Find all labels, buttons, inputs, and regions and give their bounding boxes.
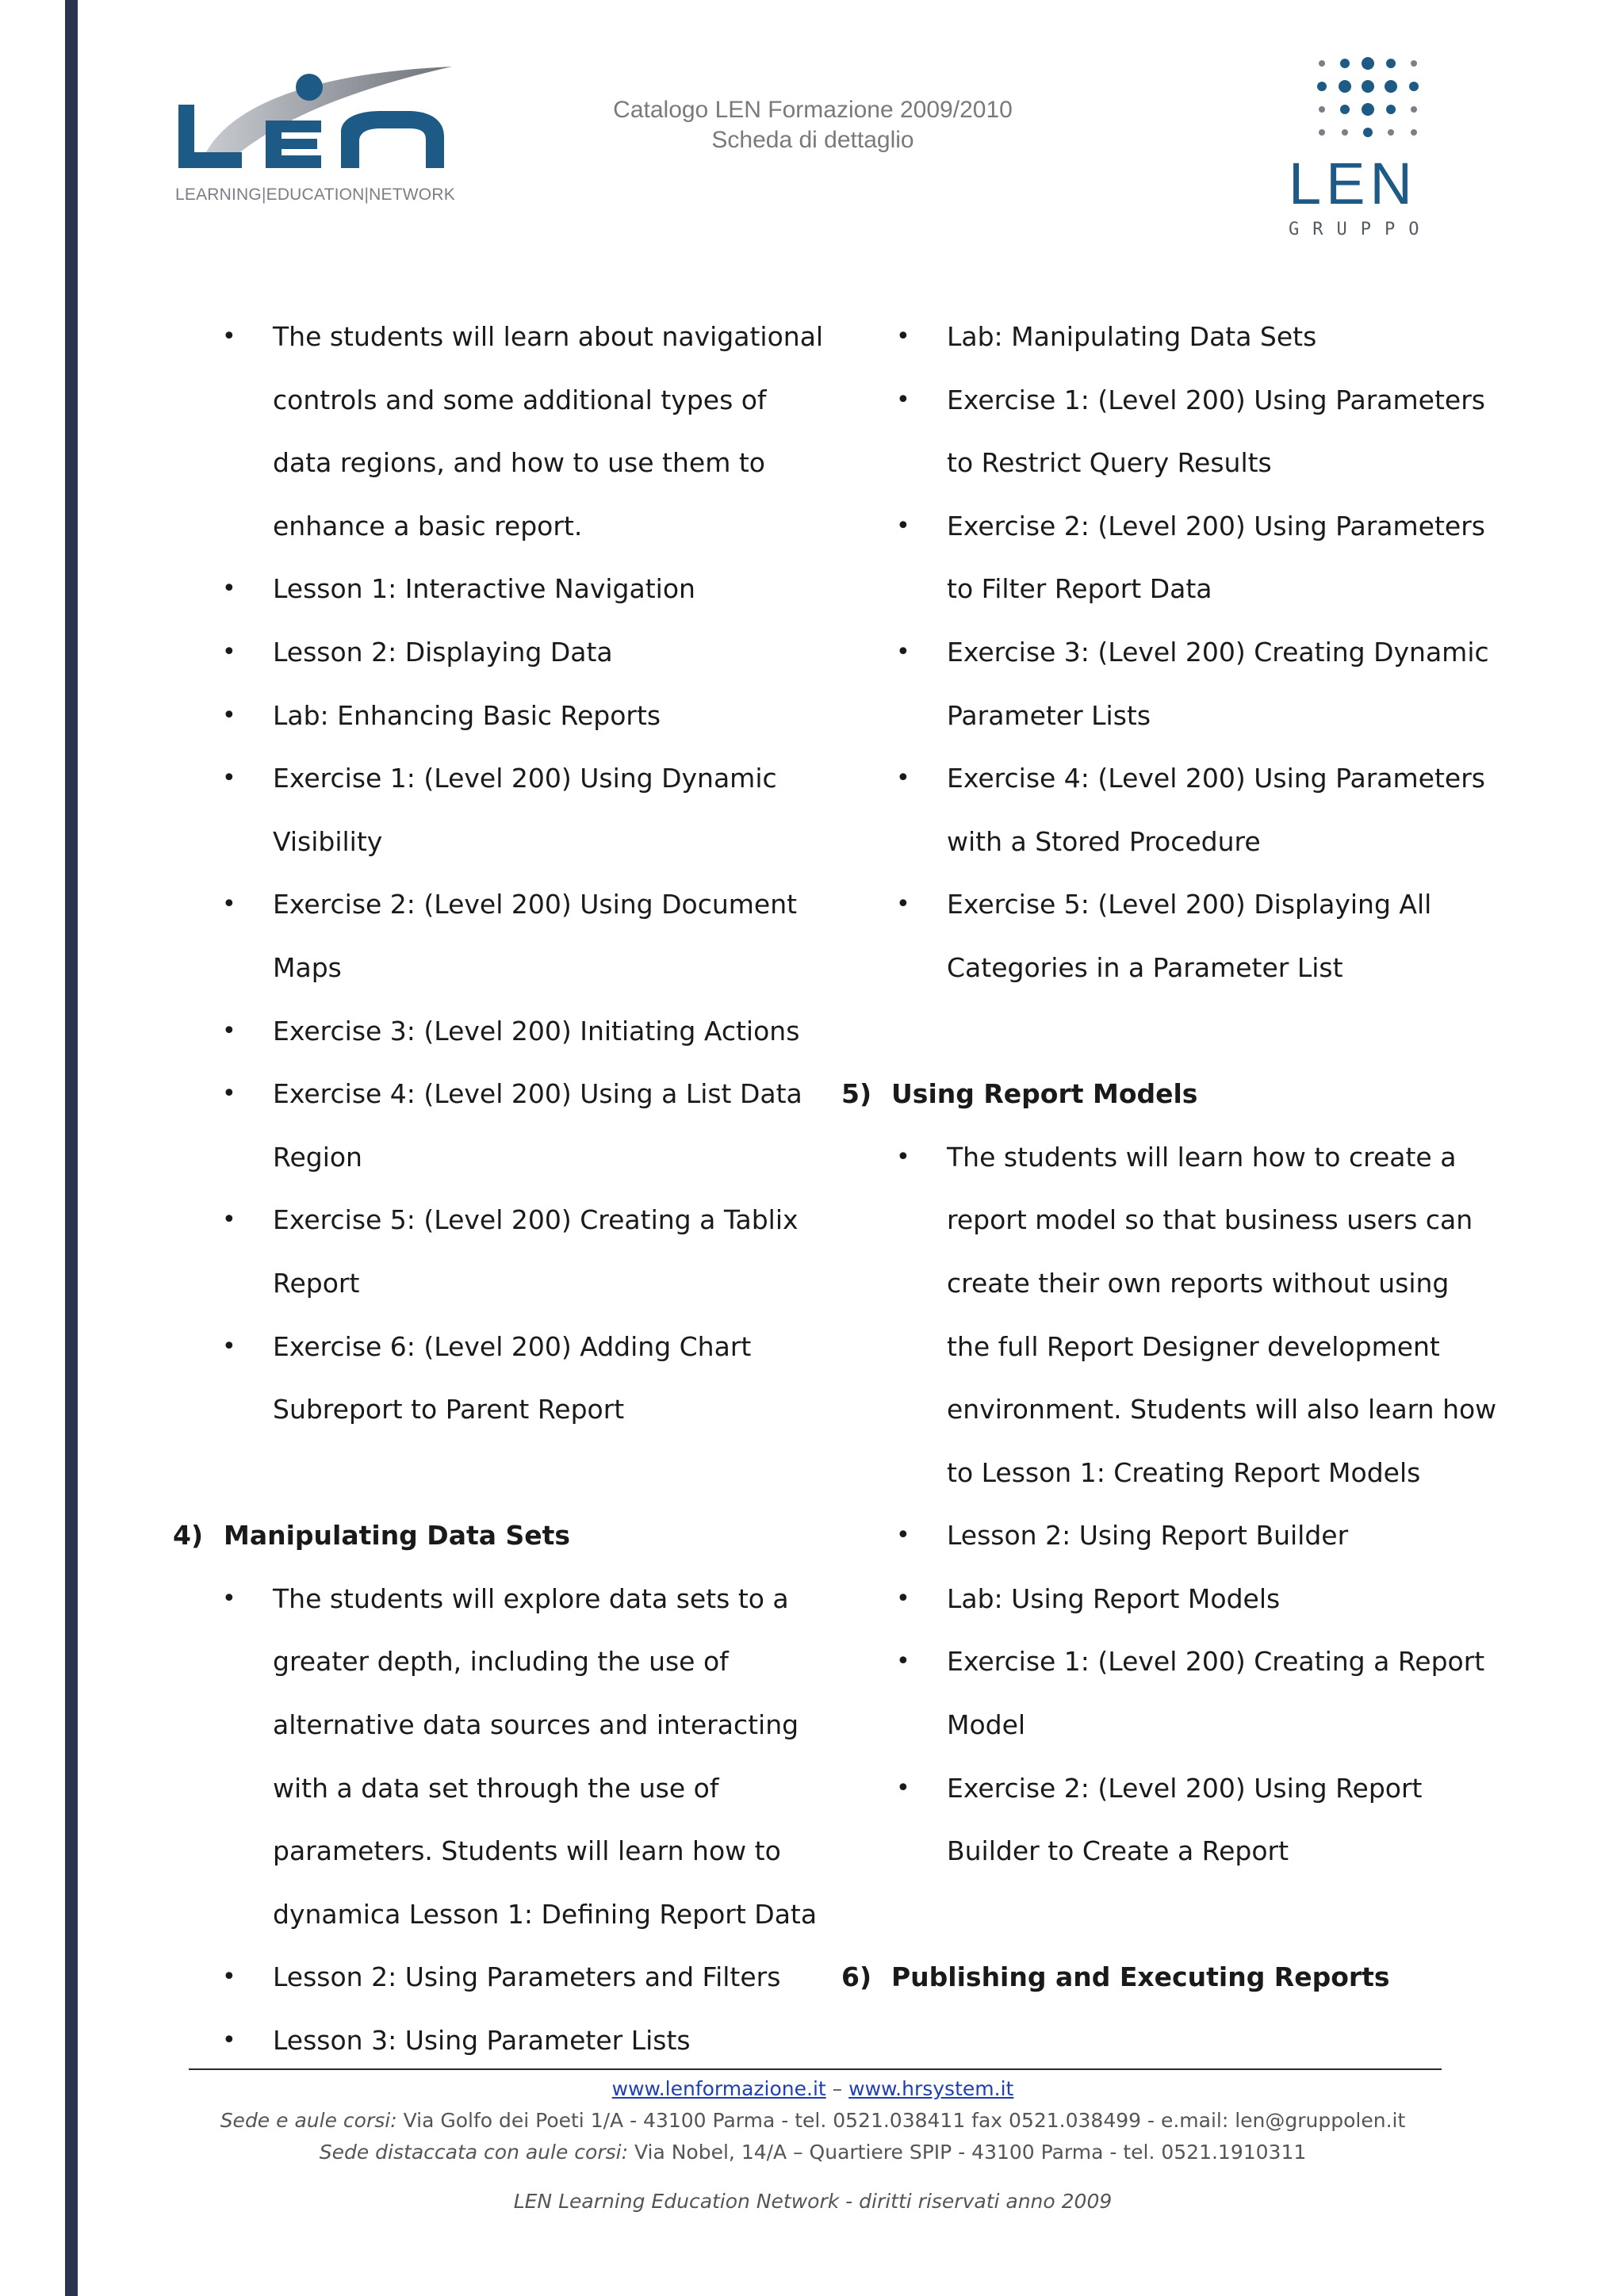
list-item-text: • The students will explore data sets to a [273, 1582, 789, 1614]
list-item-continuation [159, 369, 833, 432]
list-item-continuation [833, 1188, 1473, 1252]
list-item-continuation [833, 810, 1467, 874]
list-item-text: Visibility [273, 825, 383, 857]
list-item-continuation [159, 936, 833, 1000]
list-item [833, 1567, 1467, 1631]
logo-dot [1340, 105, 1350, 114]
section-title: Publishing and Executing Reports [891, 1961, 1390, 1993]
list-item [833, 1504, 1467, 1567]
logo-dot [1363, 128, 1373, 137]
list-item [159, 1567, 833, 1631]
list-item [159, 873, 833, 936]
list-item-continuation [833, 936, 1467, 1000]
list-item-text: • Exercise 2: (Level 200) Using Parameters [947, 510, 1485, 541]
list-item-text: create their own reports without using [947, 1267, 1450, 1299]
list-item-continuation [833, 1252, 1467, 1315]
list-item [159, 747, 833, 810]
list-item [833, 495, 1485, 558]
list-item-continuation [833, 684, 1467, 748]
list-item-text: • Exercise 3: (Level 200) Initiating Actions [273, 1015, 800, 1047]
footer-address-secondary [119, 2141, 1507, 2164]
list-item [833, 369, 1485, 432]
list-item-continuation [159, 1252, 833, 1315]
footer-address-secondary-label: Sede distaccata con aule corsi: [319, 2141, 629, 2164]
list-item [159, 1946, 833, 2009]
list-item-text: • Lesson 3: Using Parameter Lists [273, 2025, 691, 2057]
list-item-text: to Filter Report Data [947, 573, 1212, 605]
list-item-text: parameters. Students will learn how to [273, 1835, 781, 1867]
list-item [833, 1630, 1485, 1693]
footer-links [119, 2077, 1507, 2100]
list-item [159, 621, 833, 684]
list-item-text: Region [273, 1141, 362, 1173]
footer-address-secondary-text: Via Nobel, 14/A – Quartiere SPIP - 43100 Parma - tel. 0521.1910311 [628, 2141, 1307, 2164]
len-logo [170, 57, 472, 216]
list-item-text: • Exercise 6: (Level 200) Adding Chart [273, 1330, 752, 1362]
list-item-text: • Lesson 2: Using Report Builder [947, 1520, 1349, 1552]
len-logo-graphic [170, 57, 472, 184]
list-item-text: data regions, and how to use them to [273, 447, 765, 479]
list-item-continuation [159, 495, 833, 558]
list-item-continuation [159, 1630, 833, 1693]
list-item [159, 2009, 833, 2072]
list-item-continuation [833, 1693, 1467, 1757]
list-item-text: Subreport to Parent Report [273, 1394, 625, 1425]
list-item-text: to Lesson 1: Creating Report Models [947, 1456, 1421, 1488]
list-item-text: • Lesson 2: Using Parameters and Filters [273, 1961, 781, 1993]
spacer [833, 1883, 1467, 1946]
right-column [833, 305, 1497, 2009]
section-heading [833, 1062, 1467, 1126]
footer-copyright: LEN Learning Education Network - diritti riservati anno 2009 [513, 2190, 1113, 2213]
catalog-subtitle: Scheda di dettaglio [711, 127, 914, 153]
list-item-continuation [159, 1378, 833, 1441]
list-item-continuation [833, 1441, 1467, 1505]
footer-address-main-label: Sede e aule corsi: [220, 2109, 397, 2132]
section-number: 4) [173, 1520, 204, 1552]
list-item-text: enhance a basic report. [273, 510, 583, 541]
logo-dot [1319, 129, 1325, 136]
list-item-text: the full Report Designer development [947, 1330, 1440, 1362]
list-item-text: with a data set through the use of [273, 1772, 719, 1804]
logo-dot [1339, 80, 1351, 93]
left-column [159, 305, 833, 2072]
page-header [539, 95, 1086, 155]
list-item-text: • Lab: Enhancing Basic Reports [273, 699, 661, 731]
list-item [833, 621, 1489, 684]
footer-address-main-text: Via Golfo dei Poeti 1/A - 43100 Parma - tel. 0521.038411 fax 0521.038499 - e.mail: len@gruppolen.it [396, 2109, 1406, 2132]
list-item [833, 873, 1467, 936]
list-item-continuation [833, 431, 1467, 495]
list-item-continuation [159, 1757, 833, 1820]
section-number: 6) [841, 1961, 872, 1993]
list-item-text: • Exercise 5: (Level 200) Displaying All [947, 889, 1432, 920]
footer-address-main [119, 2109, 1507, 2132]
list-item-text: • Lab: Using Report Models [947, 1582, 1281, 1614]
hrsystem-link[interactable]: www.hrsystem.it [848, 2077, 1014, 2100]
list-item-text: dynamica Lesson 1: Defining Report Data [273, 1898, 818, 1930]
list-item [833, 747, 1485, 810]
list-item [159, 1315, 833, 1379]
list-item-text: to Restrict Query Results [947, 447, 1272, 479]
list-item-text: • Exercise 1: (Level 200) Using Dynamic [273, 763, 777, 794]
footer-divider [189, 2068, 1442, 2070]
logo-dot [1409, 82, 1419, 91]
logo-dot [1411, 129, 1417, 136]
logo-dot [1411, 60, 1417, 67]
list-item-text: Categories in a Parameter List [947, 951, 1343, 983]
list-item [833, 1126, 1467, 1189]
list-item-continuation [833, 1378, 1497, 1441]
list-item-text: • Exercise 4: (Level 200) Using a List Data [273, 1078, 802, 1110]
list-item-continuation [833, 1315, 1467, 1379]
logo-dot [1362, 80, 1374, 93]
list-item-text: Model [947, 1709, 1026, 1741]
list-item [159, 1062, 833, 1126]
section-number: 5) [841, 1078, 872, 1110]
len-gruppo-logo [1289, 49, 1479, 255]
logo-dot [1340, 59, 1350, 68]
list-item-text: Maps [273, 951, 342, 983]
list-item-text: controls and some additional types of [273, 384, 767, 415]
list-item [159, 684, 833, 748]
list-item-text: environment. Students will also learn how [947, 1394, 1497, 1425]
list-item [159, 305, 833, 369]
len-gruppo-graphic [1289, 49, 1479, 216]
section-heading [833, 1946, 1467, 2009]
left-margin-bar [65, 0, 78, 2296]
logo-dot [1386, 59, 1396, 68]
logo-dot [1317, 82, 1327, 91]
list-item-continuation [159, 810, 833, 874]
logo-dot [1319, 60, 1325, 67]
section-heading [159, 1504, 833, 1567]
list-item-text: • Exercise 5: (Level 200) Creating a Tablix [273, 1204, 799, 1236]
list-item-continuation [159, 1820, 833, 1883]
list-item-continuation [159, 431, 833, 495]
logo-dot [1342, 129, 1348, 136]
list-item-text: report model so that business users can [947, 1204, 1473, 1236]
list-item-text: Parameter Lists [947, 699, 1151, 731]
list-item-text: Builder to Create a Report [947, 1835, 1289, 1867]
list-item-text: • Exercise 2: (Level 200) Using Report [947, 1772, 1423, 1804]
catalog-title: Catalogo LEN Formazione 2009/2010 [613, 97, 1013, 123]
list-item-text: • The students will learn how to create a [947, 1141, 1457, 1173]
logo-dot [1386, 105, 1396, 114]
list-item [833, 1757, 1467, 1820]
list-item-text: • Exercise 1: (Level 200) Using Parameters [947, 384, 1485, 415]
list-item-text: • Exercise 1: (Level 200) Creating a Report [947, 1646, 1485, 1678]
list-item-continuation [833, 557, 1467, 621]
list-item-text: • Exercise 3: (Level 200) Creating Dynamic [947, 636, 1489, 668]
list-item-text: greater depth, including the use of [273, 1646, 729, 1678]
list-item-text: • The students will learn about navigational [273, 321, 824, 352]
list-item-continuation [159, 1883, 833, 1946]
spacer [833, 1000, 1467, 1063]
logo-dot [1319, 106, 1325, 113]
list-item-text: • Lesson 2: Displaying Data [273, 636, 613, 668]
list-item-text: with a Stored Procedure [947, 825, 1261, 857]
lenformazione-link[interactable]: www.lenformazione.it [611, 2077, 826, 2100]
spacer [159, 1441, 833, 1505]
logo-subword: GRUPPO [1289, 220, 1433, 239]
section-title: Manipulating Data Sets [224, 1520, 571, 1552]
list-item-text: • Lab: Manipulating Data Sets [947, 321, 1317, 352]
list-item-text: • Lesson 1: Interactive Navigation [273, 573, 695, 605]
list-item [159, 1188, 833, 1252]
footer-link-separator: – [825, 2077, 849, 2100]
list-item-text: • Exercise 4: (Level 200) Using Parameters [947, 763, 1485, 794]
logo-word: LEN [1289, 151, 1417, 216]
list-item [159, 1000, 833, 1063]
logo-dot [1388, 129, 1394, 136]
logo-tagline: LEARNING|EDUCATION|NETWORK [175, 186, 455, 204]
section-title: Using Report Models [891, 1078, 1198, 1110]
list-item-continuation [159, 1693, 833, 1757]
logo-dot [1385, 80, 1397, 93]
list-item-continuation [159, 1126, 833, 1189]
logo-dot [1362, 103, 1374, 116]
list-item-text: alternative data sources and interacting [273, 1709, 799, 1741]
list-item-text: • Exercise 2: (Level 200) Using Document [273, 889, 798, 920]
list-item-text: Report [273, 1267, 360, 1299]
logo-dot [1411, 106, 1417, 113]
list-item-continuation [833, 1820, 1467, 1883]
logo-dot [1362, 57, 1374, 70]
list-item [833, 305, 1467, 369]
list-item [159, 557, 833, 621]
